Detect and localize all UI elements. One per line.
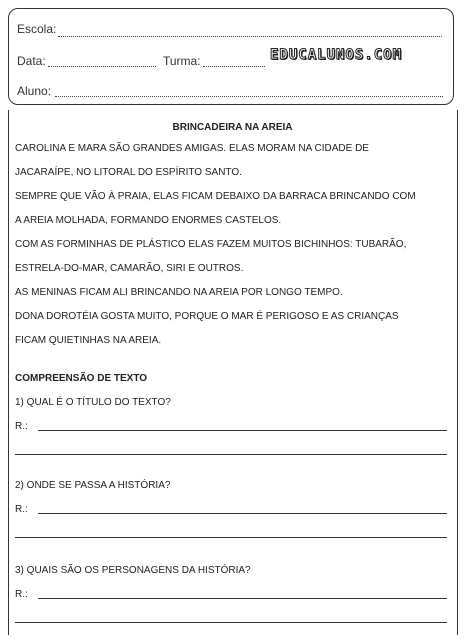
answer-line[interactable]: [38, 598, 447, 599]
answer-label: R.:: [15, 421, 28, 432]
escola-label: Escola:: [17, 22, 57, 36]
story-line: COM AS FORMINHAS DE PLÁSTICO ELAS FAZEM MUITOS BICHINHOS: TUBARÃO,: [15, 239, 407, 250]
turma-field[interactable]: [203, 66, 265, 67]
answer-line[interactable]: [38, 513, 447, 514]
comprehension-heading: COMPREENSÃO DE TEXTO: [15, 373, 148, 384]
answer-line[interactable]: [15, 622, 447, 623]
question-1: 1) QUAL É O TÍTULO DO TEXTO?: [15, 397, 171, 408]
story-line: JACARAÍPE, NO LITORAL DO ESPÍRITO SANTO.: [15, 167, 242, 178]
story-line: ESTRELA-DO-MAR, CAMARÃO, SIRI E OUTROS.: [15, 263, 244, 274]
question-2: 2) ONDE SE PASSA A HISTÓRIA?: [15, 480, 171, 491]
turma-label: Turma:: [163, 54, 201, 68]
answer-line[interactable]: [15, 454, 447, 455]
data-label: Data:: [17, 54, 46, 68]
story-line: FICAM QUIETINHAS NA AREIA.: [15, 335, 162, 346]
answer-label: R.:: [15, 504, 28, 515]
data-field[interactable]: [48, 66, 156, 67]
story-line: AS MENINAS FICAM ALI BRINCANDO NA AREIA POR LONGO TEMPO.: [15, 287, 343, 298]
question-3: 3) QUAIS SÃO OS PERSONAGENS DA HISTÓRIA?: [15, 565, 251, 576]
answer-line[interactable]: [38, 430, 447, 431]
aluno-label: Aluno:: [17, 84, 52, 98]
aluno-field[interactable]: [55, 96, 443, 97]
story-title: BRINCADEIRA NA AREIA: [172, 122, 293, 133]
story-line: CAROLINA E MARA SÃO GRANDES AMIGAS. ELAS MORAM NA CIDADE DE: [15, 143, 369, 154]
educalunos-logo: EDUCALUNOS.COM: [270, 47, 403, 63]
escola-field[interactable]: [58, 36, 442, 37]
story-line: A AREIA MOLHADA, FORMANDO ENORMES CASTELOS.: [15, 215, 282, 226]
answer-line[interactable]: [15, 537, 447, 538]
answer-label: R.:: [15, 589, 28, 600]
story-line: DONA DOROTÉIA GOSTA MUITO, PORQUE O MAR É PERIGOSO E AS CRIANÇAS: [15, 311, 399, 322]
story-line: SEMPRE QUE VÃO À PRAIA, ELAS FICAM DEBAIXO DA BARRACA BRINCANDO COM: [15, 191, 416, 202]
